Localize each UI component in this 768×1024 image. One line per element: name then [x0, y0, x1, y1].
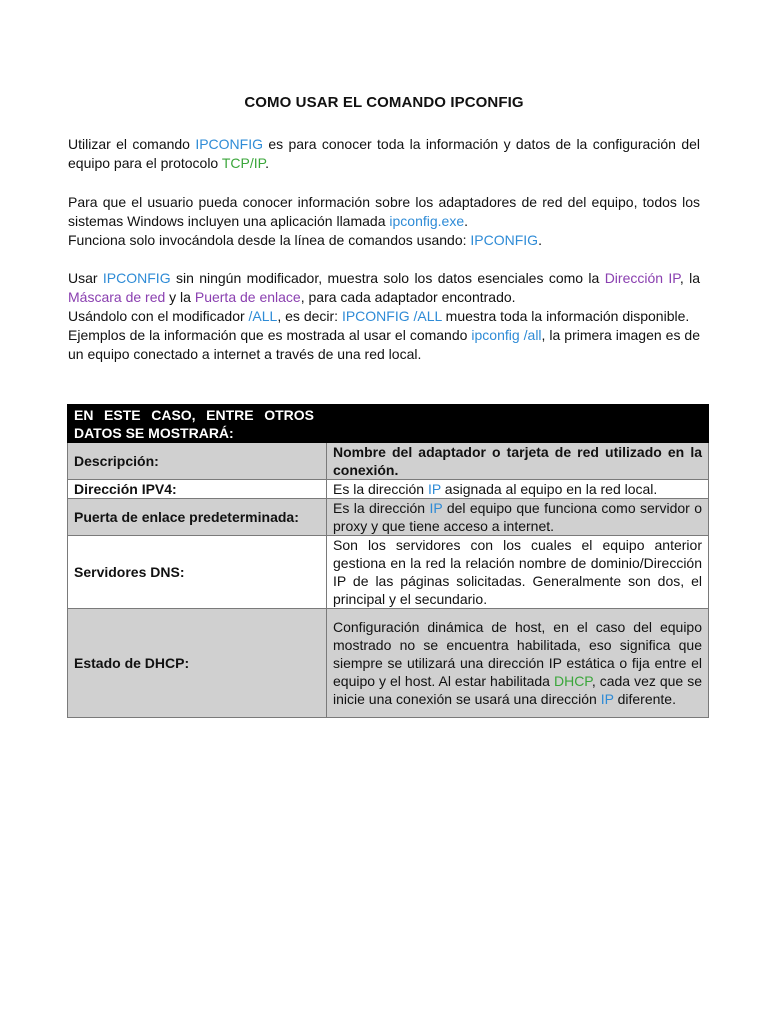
ipconfig-term: IPCONFIG	[470, 232, 539, 248]
text: Es la dirección	[333, 481, 428, 497]
paragraph-intro	[68, 135, 700, 173]
text: del equipo que funciona como servidor o proxy y que tiene acceso a internet.	[333, 500, 702, 534]
text: .	[464, 213, 468, 229]
row-label: Puerta de enlace predeterminada:	[68, 499, 327, 536]
text: asignada al equipo en la red local.	[440, 481, 658, 497]
ipconfig-term: IPCONFIG	[102, 270, 171, 286]
text: , la primera imagen es de un equipo conectado a internet a través de una red local.	[68, 327, 700, 362]
dhcp-term: DHCP	[553, 673, 592, 689]
text: , es decir:	[277, 308, 342, 324]
text: es para conocer toda la información y datos de la configuración del equipo para el protocolo	[68, 136, 700, 171]
text: muestra toda la información disponible.	[441, 308, 690, 324]
mascara-term: Máscara de red	[68, 289, 166, 305]
row-label: Servidores DNS:	[68, 536, 327, 609]
table-row	[68, 609, 709, 718]
table-row	[68, 443, 709, 480]
text: Usar	[68, 270, 103, 286]
text: Funciona solo invocándola desde la línea de comandos usando:	[68, 232, 471, 248]
row-value	[327, 499, 709, 536]
table-row	[68, 480, 709, 499]
tcpip-term: TCP/IP	[221, 155, 266, 171]
text: Para que el usuario pueda conocer información sobre los adaptadores de red del equipo, todos los sistemas Windows incluyen una aplicación llamada	[68, 194, 700, 229]
row-value: Son los servidores con los cuales el equipo anterior gestiona en la red la relación nombre de dominio/Dirección IP de las páginas solicitadas. Generalmente son dos, el principal y el secundario.	[327, 536, 709, 609]
row-value: Nombre del adaptador o tarjeta de red utilizado en la conexión.	[327, 443, 709, 480]
row-label: Dirección IPV4:	[68, 480, 327, 499]
row-value	[327, 480, 709, 499]
direccion-ip-term: Dirección IP	[604, 270, 680, 286]
text: .	[265, 155, 270, 171]
text: y la	[165, 289, 195, 305]
row-value	[327, 609, 709, 718]
text: Configuración dinámica de host, en el caso del equipo mostrado no se encuentra habilitada, eso significa que siempre se utilizará una dirección IP estática o fija entre el equipo y el host. Al estar habilitada	[333, 619, 702, 689]
table-header-text: EN ESTE CASO, ENTRE OTROS DATOS SE MOSTRARÁ:	[74, 407, 314, 441]
paragraph-adapters	[68, 193, 700, 250]
text: .	[538, 232, 542, 248]
text: Usándolo con el modificador	[68, 308, 249, 324]
ipconfig-exe-term: ipconfig.exe	[389, 213, 465, 229]
text: Ejemplos de la información que es mostrada al usar el comando	[68, 327, 472, 343]
text: Utilizar el comando	[68, 136, 196, 152]
ip-term: IP	[429, 500, 443, 516]
ipconfig-all-term: IPCONFIG /ALL	[341, 308, 442, 324]
puerta-enlace-term: Puerta de enlace	[194, 289, 301, 305]
text: Es la dirección	[333, 500, 430, 516]
row-label: Estado de DHCP:	[68, 609, 327, 718]
text: sin ningún modificador, muestra solo los datos esenciales como la	[170, 270, 605, 286]
document-title: COMO USAR EL COMANDO IPCONFIG	[244, 94, 524, 111]
text: , cada vez que se inicie una conexión se usará una dirección	[333, 673, 702, 707]
ipconfig-term: IPCONFIG	[195, 136, 263, 152]
table-header	[68, 405, 709, 443]
table-header-row	[68, 405, 709, 443]
text: , para cada adaptador encontrado.	[300, 289, 516, 305]
table-row	[68, 536, 709, 609]
ipconfig-all-term: ipconfig /all	[471, 327, 542, 343]
paragraph-usage	[68, 269, 700, 364]
text: diferente.	[613, 691, 676, 707]
all-term: /ALL	[248, 308, 278, 324]
ip-term: IP	[600, 691, 614, 707]
info-table	[67, 404, 709, 718]
text: , la	[679, 270, 700, 286]
ip-term: IP	[427, 481, 441, 497]
table-row	[68, 499, 709, 536]
row-label: Descripción:	[68, 443, 327, 480]
